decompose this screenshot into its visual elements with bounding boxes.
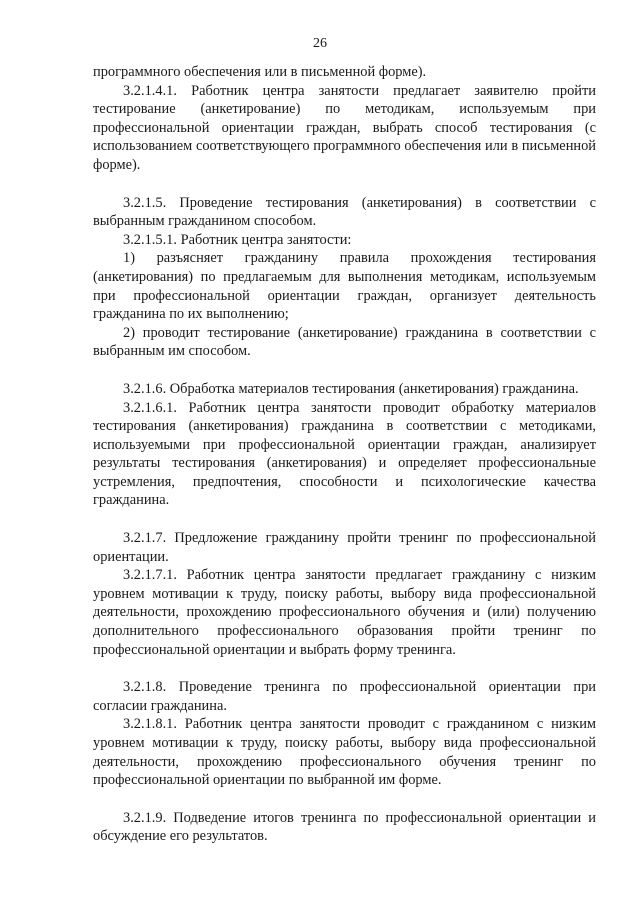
paragraph-3: 3.2.1.5. Проведение тестирования (анкетирования) в соответствии с выбранным гражданином способом. [93, 194, 596, 230]
paragraph-5: 1) разъясняет гражданину правила прохождения тестирования (анкетирования) по предлагаемым для выполнения методикам, используемым при профессиональной ориентации граждан, организует деятельность гражданина по их выполнению; [93, 250, 596, 323]
paragraph-13: 3.2.1.9. Подведение итогов тренинга по профессиональной ориентации и обсуждение его результатов. [93, 809, 596, 845]
paragraph-1: программного обеспечения или в письменной форме). [93, 64, 427, 80]
page-number: 26 [313, 36, 327, 51]
paragraph-10: 3.2.1.7.1. Работник центра занятости предлагает гражданину с низким уровнем мотивации к труду, поиску работы, выбору вида профессиональной деятельности, прохождению профессионального обучения и (или) получению дополнительного профессионального образования пройти тренинг по профессиональной ориентации и выбрать форму тренинга. [93, 567, 596, 658]
paragraph-12: 3.2.1.8.1. Работник центра занятости проводит с гражданином с низким уровнем мотивации к труду, поиску работы, выбору вида профессиональной деятельности, прохождению профессионального обучения тренинг по профессиональной ориентации по выбранной им форме. [93, 716, 596, 789]
document-body [93, 63, 596, 846]
paragraph-7: 3.2.1.6. Обработка материалов тестирования (анкетирования) гражданина. [123, 380, 579, 397]
paragraph-2: 3.2.1.4.1. Работник центра занятости предлагает заявителю пройти тестирование (анкетирование) по методикам, используемым при профессиональной ориентации граждан, выбрать способ тестирования (с использованием соответствующего программного обеспечения или в письменной форме). [93, 82, 596, 173]
paragraph-9: 3.2.1.7. Предложение гражданину пройти тренинг по профессиональной ориентации. [93, 530, 596, 565]
paragraph-8: 3.2.1.6.1. Работник центра занятости проводит обработку материалов тестирования (анкетирования) гражданина в соответствии с методиками, используемыми при профессиональной ориентации граждан, анализирует результаты тестирования (анкетирования) и определяет профессиональные устремления, предпочтения, способности и психологические качества гражданина. [93, 399, 596, 509]
paragraph-11: 3.2.1.8. Проведение тренинга по профессиональной ориентации при согласии гражданина. [93, 679, 596, 714]
paragraph-6: 2) проводит тестирование (анкетирование) гражданина в соответствии с выбранным им способом. [93, 324, 596, 360]
paragraph-4: 3.2.1.5.1. Работник центра занятости: [123, 231, 352, 248]
